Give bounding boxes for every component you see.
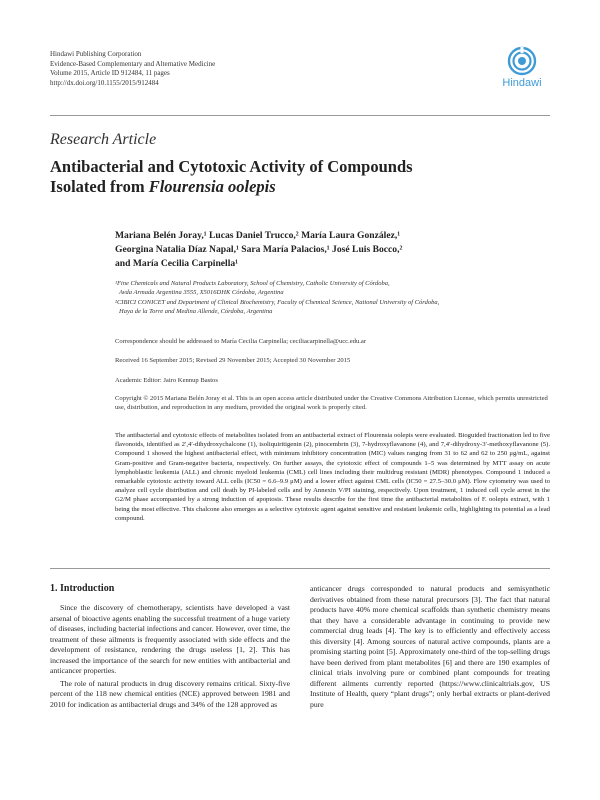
journal-header bbox=[50, 50, 215, 88]
hindawi-logo-icon bbox=[507, 46, 537, 76]
author-line: and María Cecilia Carpinella¹ bbox=[115, 258, 239, 270]
article-title bbox=[50, 157, 550, 197]
affiliation-2-address: Haya de la Torre and Medina Allende, Córdoba, Argentina bbox=[119, 308, 273, 316]
author-line: Mariana Belén Joray,¹ Lucas Daniel Trucco,² María Laura González,¹ bbox=[115, 230, 401, 241]
publisher-name: Hindawi Publishing Corporation bbox=[50, 50, 142, 58]
affiliation-2: ²CIBICI CONICET and Department of Clinical Biochemistry, Faculty of Chemical Science, National University of Córdoba, bbox=[115, 298, 440, 306]
hindawi-logo bbox=[493, 46, 551, 89]
right-column bbox=[310, 584, 550, 710]
volume-info: Volume 2015, Article ID 912484, 11 pages bbox=[50, 69, 170, 78]
abstract-divider bbox=[50, 568, 550, 569]
left-column bbox=[50, 603, 290, 710]
correspondence: Correspondence should be addressed to María Cecilia Carpinella; ceciliacarpinella@ucc.edu.ar bbox=[115, 338, 367, 345]
doi-link[interactable]: http://dx.doi.org/10.1155/2015/912484 bbox=[50, 78, 159, 87]
section-heading: 1. Introduction bbox=[50, 583, 115, 594]
affiliations bbox=[115, 279, 555, 317]
article-type: Research Article bbox=[50, 131, 157, 148]
title-prefix: Isolated from bbox=[50, 177, 149, 196]
header-divider bbox=[50, 115, 550, 116]
author-line: Georgina Natalia Díaz Napal,¹ Sara María Palacios,¹ José Luis Bocco,² bbox=[115, 244, 403, 256]
intro-paragraph-1: Since the discovery of chemotherapy, scientists have developed a vast arsenal of bioactive agents enabling the successful treatment of a huge variety of diseases, including bacterial infections and cancer. However, over time, the treatment of these ailments is frequently associated with side effects and the development of resistance, rendering the drugs useless [1, 2]. This has increased the importance of the search for new entities with antibacterial and anticancer properties. bbox=[50, 603, 290, 675]
intro-paragraph-continued: anticancer drugs corresponded to natural products and semisynthetic derivatives obtained from these natural precursors [3]. The fact that natural products have 40% more chemical scaffolds than synthetic chemistry means that they have a considerable advantage in continuing to provide new commercial drug leads [4]. The key is to efficiently and effectively access this diversity [4]. Among sources of natural active compounds, plants are a promising starting point [5]. Approximately one-third of the top-selling drugs have been derived from plant metabolites [6] and there are 190 examples of clinical trials involving pure or combined plant compounds for treating different ailments currently reported (https://www.clinicaltrials.gov, US Institute of Health, query “plant drugs”; only herbal extracts or plant-derived pure bbox=[310, 584, 550, 709]
academic-editor: Academic Editor: Jairo Kennup Bastos bbox=[115, 377, 218, 384]
affiliation-1: ¹Fine Chemicals and Natural Products Laboratory, School of Chemistry, Catholic University of Córdoba, bbox=[115, 280, 390, 287]
journal-name: Evidence-Based Complementary and Alternative Medicine bbox=[50, 59, 216, 68]
title-line-1: Antibacterial and Cytotoxic Activity of Compounds bbox=[50, 157, 413, 176]
abstract: The antibacterial and cytotoxic effects of metabolites isolated from an antibacterial extract of Flourensia oolepis were evaluated. Bioguided fractionation led to five flavonoids, identified as 2′,4′-dihydroxychalcone (1), isoliquiritigenin (2), pinocembrin (3), 7-hydroxyflavanone (4), and 7,4′-dihydroxy-3′-methoxyflavanone (5). Compound 1 showed the highest antibacterial effect, with minimum inhibitory concentration (MIC) values ranging from 31 to 62 and 62 to 250 μg/mL, against Gram-positive and Gram-negative bacteria, respectively. On further assays, the cytotoxic effect of compounds 1–5 was determined by MTT assay on acute lymphoblastic leukemia (ALL) and chronic myeloid leukemia (CML) cell lines including their multidrug resistant (MDR) phenotypes. Compound 1 induced a remarkable cytotoxic activity toward ALL cells (IC50 = 6.6–9.9 μM) and a lower effect against CML cells (IC50 = 27.5–30.0 μM). Flow cytometry was used to analyze cell cycle distribution and cell death by PI-labeled cells and by Annexin V/PI staining, respectively. Upon treatment, 1 induced cell cycle arrest in the G2/M phase accompanied by a strong induction of apoptosis. These results describe for the first time the antibacterial metabolites of F. oolepis extract, with 1 being the most effective. This chalcone also emerges as a selective cytotoxic agent against sensitive and resistant leukemic cells, highlighting its potential as a lead compound. bbox=[115, 432, 550, 522]
received-dates: Received 16 September 2015; Revised 29 November 2015; Accepted 30 November 2015 bbox=[115, 357, 351, 364]
affiliation-1-address: Avda Armada Argentina 3555, X5016DHK Córdoba, Argentina bbox=[119, 289, 284, 297]
title-species: Flourensia oolepis bbox=[148, 177, 276, 196]
author-list bbox=[115, 229, 555, 272]
intro-paragraph-2: The role of natural products in drug discovery remains critical. Sixty-five percent of the 118 new chemical entities (NCE) approved between 1981 and 2010 for indication as antibacterial drugs and 34% of the 128 approved as bbox=[50, 678, 290, 709]
title-line-2 bbox=[50, 177, 550, 197]
logo-text: Hindawi bbox=[502, 77, 542, 89]
copyright-notice: Copyright © 2015 Mariana Belén Joray et al. This is an open access article distributed under the Creative Commons Attribution License, which permits unrestricted use, distribution, and reproduction in any medium, provided the original work is properly cited. bbox=[115, 395, 548, 411]
